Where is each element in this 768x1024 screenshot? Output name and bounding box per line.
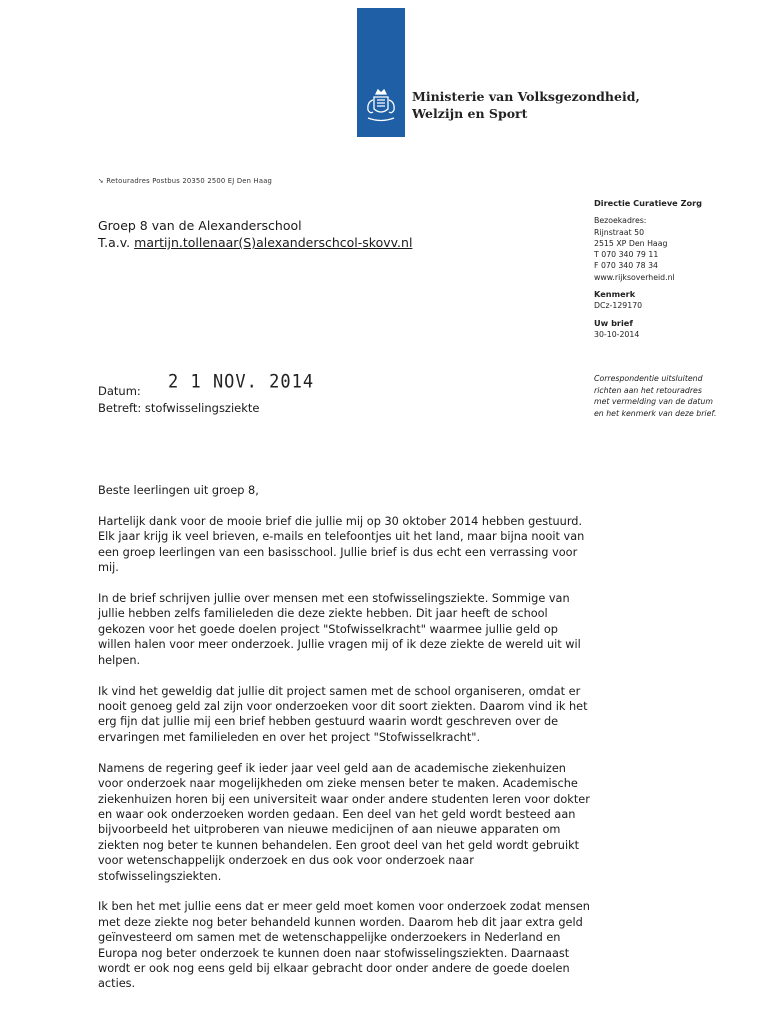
uw-brief-value: 30-10-2014 [594,329,640,339]
attention-prefix: T.a.v. [98,235,135,250]
ministry-logo-bar [357,8,405,137]
street: Rijnstraat 50 [594,227,645,237]
kenmerk-label: Kenmerk [594,289,636,300]
letter-paragraph: Namens de regering geef ik ieder jaar veel geld aan de academische ziekenhuizen voor onderzoek naar mogelijkheden om zieke mensen beter te maken. Academische ziekenhuizen horen bij een universiteit waar onder andere studenten leren voor dokter en waar ook onderzoeken worden gedaan. Een deel van het geld wordt besteed aan bijvoorbeeld het uitproberen van nieuwe medicijnen of aan nieuwe apparaten om ziekten nog beter te kunnen behandelen. Een groot deel van het geld wordt gebruikt voor wetenschappelijk onderzoek en dus ook voor onderzoek naar stofwisselingsziekten. [98,761,590,883]
sidebar-contact [594,198,759,418]
letter-paragraph: Ik ben het met jullie eens dat er meer geld moet komen voor onderzoek zodat mensen met deze ziekte nog beter behandeld kunnen worden. Daarom heb dit jaar extra geld geïnvesteerd om samen met de wetenschappelijke onderzoekers in Nederland en Europa nog beter onderzoek te kunnen doen naar stofwisselingsziekten. Daarnaast wordt er ook nog eens geld bij elkaar gebracht door onder andere de goede doelen acties. [98,900,590,991]
return-address: ➘ Retouradres Postbus 20350 2500 EJ Den Haag [98,177,273,185]
date-stamp: 2 1 NOV. 2014 [168,371,315,393]
ministry-name-line2: Welzijn en Sport [412,106,528,121]
kenmerk-value: DCz-129170 [594,301,643,311]
postcode: 2515 XP Den Haag [594,238,668,248]
recipient-email-link[interactable]: martijn.tollenaar(S)alexanderschcol-skovv.nl [134,235,413,250]
betreft-row [98,401,259,415]
uw-brief-label: Uw brief [594,317,633,328]
datum-row [98,372,168,398]
ministry-name-line1: Ministerie van Volksgezondheid, [412,89,640,104]
datum-label: Datum: [98,384,141,398]
recipient-attention [98,234,412,251]
recipient-name: Groep 8 van de Alexanderschool [98,218,302,233]
bezoekadres-label: Bezoekadres: [594,216,647,226]
website-link[interactable]: www.rijksoverheid.nl [594,272,675,282]
recipient-block [98,217,412,251]
ministry-name [412,88,672,122]
betreft-value: stofwisselingsziekte [144,401,260,415]
betreft-label: Betreft: [98,401,142,415]
fax-number: F 070 340 78 34 [594,261,659,271]
letter-body [98,483,590,1007]
royal-crest-icon [361,88,401,126]
letter-paragraph: Ik vind het geweldig dat jullie dit project samen met de school organiseren, omdat er nooit genoeg geld zal zijn voor onderzoeken voor dit soort ziekten. Daarom vind ik het erg fijn dat jullie mij een brief hebben gestuurd waarin wordt geschreven over de ervaringen met familieleden en over het project "Stofwisselkracht". [98,684,588,744]
correspondence-note: Correspondentie uitsluitend richten aan het retouradres met vermelding van de datum en het kenmerk van deze brief. [594,374,717,418]
letter-paragraph: In de brief schrijven jullie over mensen met een stofwisselingsziekte. Sommige van jullie hebben zelfs familieleden die deze ziekte hebben. Dit jaar heeft de school gekozen voor het goede doelen project "Stofwisselkracht" waarmee jullie geld op willen halen voor meer onderzoek. Jullie vragen mij of ik deze ziekte de wereld uit wil helpen. [98,592,581,667]
letter-paragraph: Hartelijk dank voor de mooie brief die jullie mij op 30 oktober 2014 hebben gestuurd. Elk jaar krijg ik veel brieven, e-mails en telefoontjes uit het land, maar bijna nooit van een groep leerlingen van een basisschool. Jullie brief is dus echt een verrassing voor mij. [98,514,585,575]
salutation: Beste leerlingen uit groep 8, [98,484,259,497]
directie-heading: Directie Curatieve Zorg [594,198,703,208]
phone-number: T 070 340 79 11 [594,250,659,260]
